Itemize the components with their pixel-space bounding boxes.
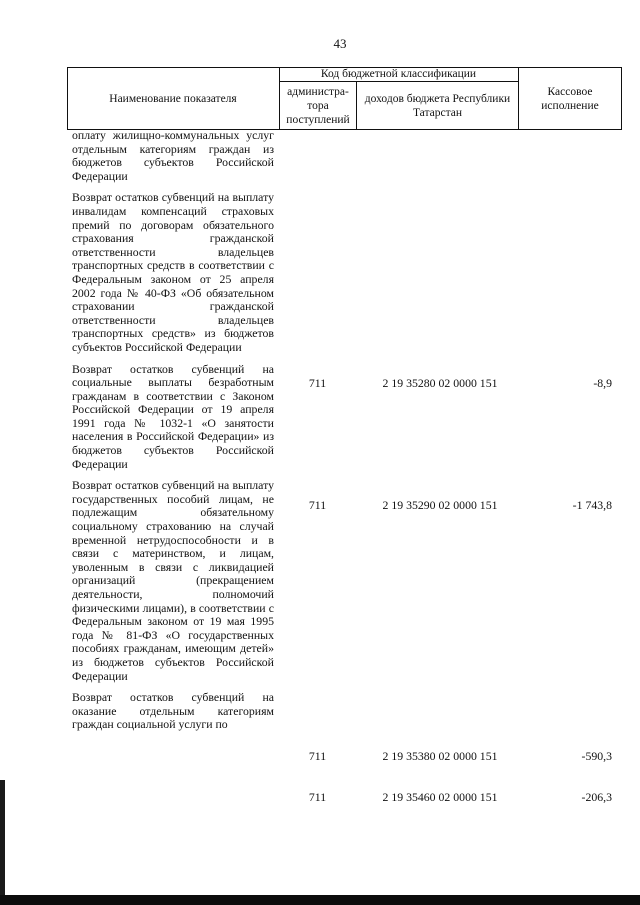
row-name-4: Возврат остатков субвенций на оказание отдельным категориям граждан социальной услуги по [72, 690, 274, 732]
row-code-4: 2 19 35460 02 0000 151 [382, 790, 498, 804]
table-body-names [72, 129, 274, 740]
row-admin-4: 711 [308, 790, 327, 804]
row-name-1: Возврат остатков субвенций на выплату инвалидам компенсаций страховых премий по договорам обязательного страхования гражданской ответственности владельцев транспортных средств в соответствии с Федеральным законом от 25 апреля 2002 года № 40-ФЗ «Об обязательном страховании гражданской ответственности владельцев транспортных средств» из бюджетов субъектов Российской Федерации [72, 190, 274, 354]
row-name-3: Возврат остатков субвенций на выплату государственных пособий лицам, не подлежащим обязательному социальному страхованию на случай временной нетрудоспособности и в связи с материнством, и лицам, уволенным в связи с ликвидацией организаций (прекращением деятельности, полномочий физическими лицами), в соответствии с Федеральным законом от 19 мая 1995 года № 81-ФЗ «О государственных пособиях гражданам, имеющим детей» из бюджетов субъектов Российской Федерации [72, 478, 274, 683]
header-budget-code: Код бюджетной классификации [320, 68, 477, 80]
header-income: доходов бюджета Республики Татарстан [364, 92, 511, 119]
header-name: Наименование показателя [109, 92, 237, 105]
row-amount-4: -206,3 [581, 790, 612, 804]
row-code-1: 2 19 35280 02 0000 151 [382, 376, 498, 390]
row-code-2: 2 19 35290 02 0000 151 [382, 498, 498, 512]
scan-edge-bottom [0, 895, 640, 905]
row-code-3: 2 19 35380 02 0000 151 [382, 749, 498, 763]
header-execution: Кассовое исполнение [541, 85, 599, 112]
header-admin: администра-тора поступлений [286, 85, 350, 126]
page-number: 43 [333, 36, 347, 51]
scan-edge-left [0, 780, 5, 905]
row-admin-1: 711 [308, 376, 327, 390]
row-amount-3: -590,3 [581, 749, 612, 763]
row-amount-1: -8,9 [593, 376, 612, 390]
row-amount-2: -1 743,8 [572, 498, 612, 512]
row-name-0: оплату жилищно-коммунальных услуг отдельным категориям граждан из бюджетов субъектов Российской Федерации [72, 128, 274, 183]
row-admin-3: 711 [308, 749, 327, 763]
row-name-2: Возврат остатков субвенций на социальные выплаты безработным гражданам в соответствии с Законом Российской Федерации от 19 апреля 1991 года № 1032-1 «О занятости населения в Российской Федерации» из бюджетов субъектов Российской Федерации [72, 361, 274, 471]
table-header [67, 67, 622, 130]
row-admin-2: 711 [308, 498, 327, 512]
